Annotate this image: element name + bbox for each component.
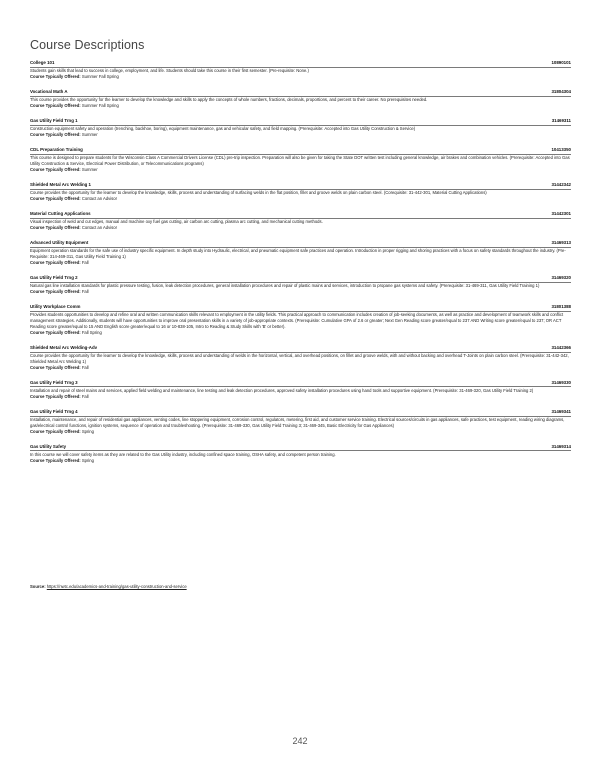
offered-value: Contact an Advisor	[81, 195, 117, 201]
course-header	[30, 345, 571, 353]
course-entry	[30, 304, 571, 335]
course-code: 31469311	[551, 118, 571, 124]
course-code: 31469330	[551, 379, 571, 385]
course-entry	[30, 89, 571, 109]
course-entry	[30, 444, 571, 464]
course-name: Gas Utility Field Trng 3	[30, 379, 78, 385]
course-description: Course provides the opportunity for the learner to develop the knowledge, skills, process and understanding of surfacing welds in the flat position, fillet and groove welds on plain carbon steel. (Corequisite: 31-442-301, Material Cutting Applications)	[30, 190, 487, 196]
course-offered-line	[30, 167, 571, 173]
offered-value: Contact an Advisor	[81, 225, 117, 231]
course-offered-line	[30, 225, 571, 231]
course-description: In this course we will cover safety items as they are related to the Gas Utility industry, including confined space training, OSHA safety, and competent person training.	[30, 451, 336, 457]
course-offered-line	[30, 260, 571, 266]
course-list	[30, 60, 571, 473]
source-label: Source:	[30, 584, 46, 589]
offered-label: Course Typically Offered:	[30, 364, 81, 370]
course-code: 31804304	[551, 89, 571, 95]
offered-value: Fall Spring	[81, 329, 102, 335]
course-description: Installation and repair of steel mains and services, applied field welding and maintenance, line testing and leak detection procedures, approved safety installation procedures using hand tools and supportive equipment. (Prerequisite: 31-469-320, Gas Utility Field Training 2)	[30, 387, 534, 393]
course-header	[30, 240, 571, 248]
course-entry	[30, 60, 571, 80]
offered-value: Spring	[81, 428, 94, 434]
offered-label: Course Typically Offered:	[30, 225, 81, 231]
course-name: CDL Preparation Training	[30, 147, 83, 153]
course-description: Equipment operation standards for the safe use of industry specific equipment. In depth study into Hydraulic, electrical, and pneumatic equipment safe practices and operation. Introduction in proper rigging and shoring practices with a focus on safety standards throughout the industry. (Pre-Requisite: 314-469-311, Gas Utility Field Training 1)	[30, 248, 566, 260]
course-name: Shielded Metal Arc Welding 1	[30, 182, 91, 188]
offered-value: Fall	[81, 393, 89, 399]
course-name: Gas Utility Safety	[30, 443, 67, 449]
course-offered-line	[30, 330, 571, 336]
course-header	[30, 89, 571, 97]
page-number: 242	[292, 736, 308, 746]
course-offered-line	[30, 289, 571, 295]
offered-label: Course Typically Offered:	[30, 166, 81, 172]
course-description: Visual inspection of weld and cut edges, manual and machine oxy fuel gas cutting, air carbon arc cutting, plasma arc cutting, and mechanical cutting methods.	[30, 219, 323, 225]
course-entry	[30, 182, 571, 202]
course-code: 31469314	[551, 443, 571, 449]
offered-value: Summer Fall Spring	[81, 73, 119, 79]
course-name: Gas Utility Field Trng 2	[30, 275, 78, 281]
course-entry	[30, 147, 571, 172]
course-code: 31469313	[551, 240, 571, 246]
page-title: Course Descriptions	[30, 38, 145, 52]
course-entry	[30, 118, 571, 138]
course-header	[30, 211, 571, 219]
course-code: 31442366	[551, 345, 571, 351]
course-code: 31442342	[551, 182, 571, 188]
offered-value: Fall	[81, 289, 89, 295]
course-name: Vocational Math A	[30, 89, 68, 95]
course-code: 10890101	[551, 60, 571, 65]
course-name: College 101	[30, 60, 55, 65]
offered-value: Summer	[81, 131, 98, 137]
offered-value: Summer	[81, 166, 98, 172]
course-offered-line	[30, 103, 571, 109]
course-description: This course provides the opportunity for the learner to develop the knowledge and skills to apply the concepts of whole numbers, fractions, decimals, proportions, and percent to their career. No prerequisites needed.	[30, 97, 428, 103]
course-name: Utility Workplace Comm	[30, 304, 81, 310]
source-line	[30, 584, 187, 589]
course-name: Shielded Metal Arc Welding-Adv	[30, 345, 98, 351]
course-offered-line	[30, 365, 571, 371]
course-name: Material Cutting Applications	[30, 211, 91, 217]
course-offered-line	[30, 196, 571, 202]
course-entry	[30, 240, 571, 265]
course-code: 31442301	[551, 211, 571, 217]
course-header	[30, 60, 571, 68]
course-code: 31801388	[551, 304, 571, 310]
course-name: Gas Utility Field Trng 4	[30, 409, 78, 415]
course-offered-line	[30, 429, 571, 435]
offered-value: Spring	[81, 457, 94, 463]
offered-label: Course Typically Offered:	[30, 329, 81, 335]
course-description: Students gain skills that lead to success in college, employment, and life. Students should take this course in their first semester. (Pre-requisite: None.)	[30, 68, 309, 73]
course-offered-line	[30, 458, 571, 464]
offered-label: Course Typically Offered:	[30, 195, 81, 201]
course-description: Provides students opportunities to develop and refine oral and written communication skills relevant to employment in the utility fields. This practical approach to communication includes creation of job-seeking documents, as well as practice and development of teamwork skills and conflict management strategies. Additionally, students will have opportunities to improve oral presentation skills in a variety of job-appropriate contexts. (Prerequisite: Cumulative GPA of 2.6 or greater; Next Gen Reading score greater/equal to 237 AND Writing score greater/equal to 237; OR ACT Reading score greater/equal to 15 AND English score greater/equal to 16 or 10-838-105, Intro to Reading & Study Skills with 'B' or better).	[30, 312, 564, 329]
offered-label: Course Typically Offered:	[30, 102, 81, 108]
course-entry	[30, 275, 571, 295]
course-description: Installation, maintenance, and repair of residential gas appliances, venting codes, line stoppering equipment, corrosion control, regulators, metering, first aid, and customer service training. Electrical sources/circuits in gas appliances, safe practices, test equipment, reading wiring diagrams, gas/electrical control functions, ignition systems, sequence of operation and troubleshooting. (Prerequisite: 31-469-330, Gas Utility Field Training 3; 31-469-345, Basic Electricity for Gas Appliances)	[30, 417, 565, 428]
offered-value: Fall	[81, 259, 89, 265]
course-offered-line	[30, 74, 571, 80]
course-offered-line	[30, 132, 571, 138]
offered-label: Course Typically Offered:	[30, 259, 81, 265]
source-link[interactable]: https://nwtc.edu/academics-and-training/gas-utility-construction-and-service	[46, 584, 187, 589]
course-entry	[30, 211, 571, 231]
offered-label: Course Typically Offered:	[30, 393, 81, 399]
course-code: 31469320	[551, 275, 571, 281]
offered-value: Fall	[81, 364, 89, 370]
offered-label: Course Typically Offered:	[30, 131, 81, 137]
course-header	[30, 182, 571, 190]
course-header	[30, 147, 571, 155]
course-code: 31469341	[551, 409, 571, 415]
course-header	[30, 444, 571, 452]
course-description: Construction equipment safety and operation (trenching, backhoe, boring), equipment maintenance, gas and vehicular safety, and field mapping. (Prerequisite: Accepted into Gas Utility Construction & Service)	[30, 126, 416, 132]
offered-label: Course Typically Offered:	[30, 428, 81, 434]
offered-value: Summer Fall Spring	[81, 102, 119, 108]
course-header	[30, 409, 571, 417]
course-header	[30, 304, 571, 312]
course-code: 10413350	[551, 147, 571, 153]
offered-label: Course Typically Offered:	[30, 73, 81, 79]
course-header	[30, 275, 571, 283]
course-name: Advanced Utility Equipment	[30, 240, 89, 246]
course-entry	[30, 409, 571, 434]
course-entry	[30, 380, 571, 400]
course-entry	[30, 345, 571, 370]
course-description: Course provides the opportunity for the learner to develop the knowledge, skills, process and understanding of welds in the horizontal, vertical, and overhead positions, on fillet and groove welds, with and without backing and overhead T-Joints on plain carbon steel. (Prerequisite: 31-442-342, Shielded Metal Arc Welding 1)	[30, 353, 569, 364]
course-description: This course is designed to prepare students for the Wisconsin Class A Commercial Drivers License (CDL) pre-trip inspection. Preparation will also be given for taking the State DOT written test including general knowledge, air brakes and combination vehicles. (Prerequisite: Accepted into Gas Utility Construction & Service, Electrical Power Distribution, or Telecommunications programs)	[30, 155, 570, 167]
course-description: Natural gas line installation standards for plastic pressure testing, fusion, leak detection procedures, general installation procedures and repair of plastic mains and services, introduction to propane gas systems and safety. (Prerequisite: 31-469-311, Gas Utility Field Training 1)	[30, 283, 540, 289]
course-header	[30, 118, 571, 126]
course-name: Gas Utility Field Trng 1	[30, 118, 78, 124]
offered-label: Course Typically Offered:	[30, 457, 81, 463]
course-header	[30, 380, 571, 388]
course-offered-line	[30, 394, 571, 400]
offered-label: Course Typically Offered:	[30, 289, 81, 295]
